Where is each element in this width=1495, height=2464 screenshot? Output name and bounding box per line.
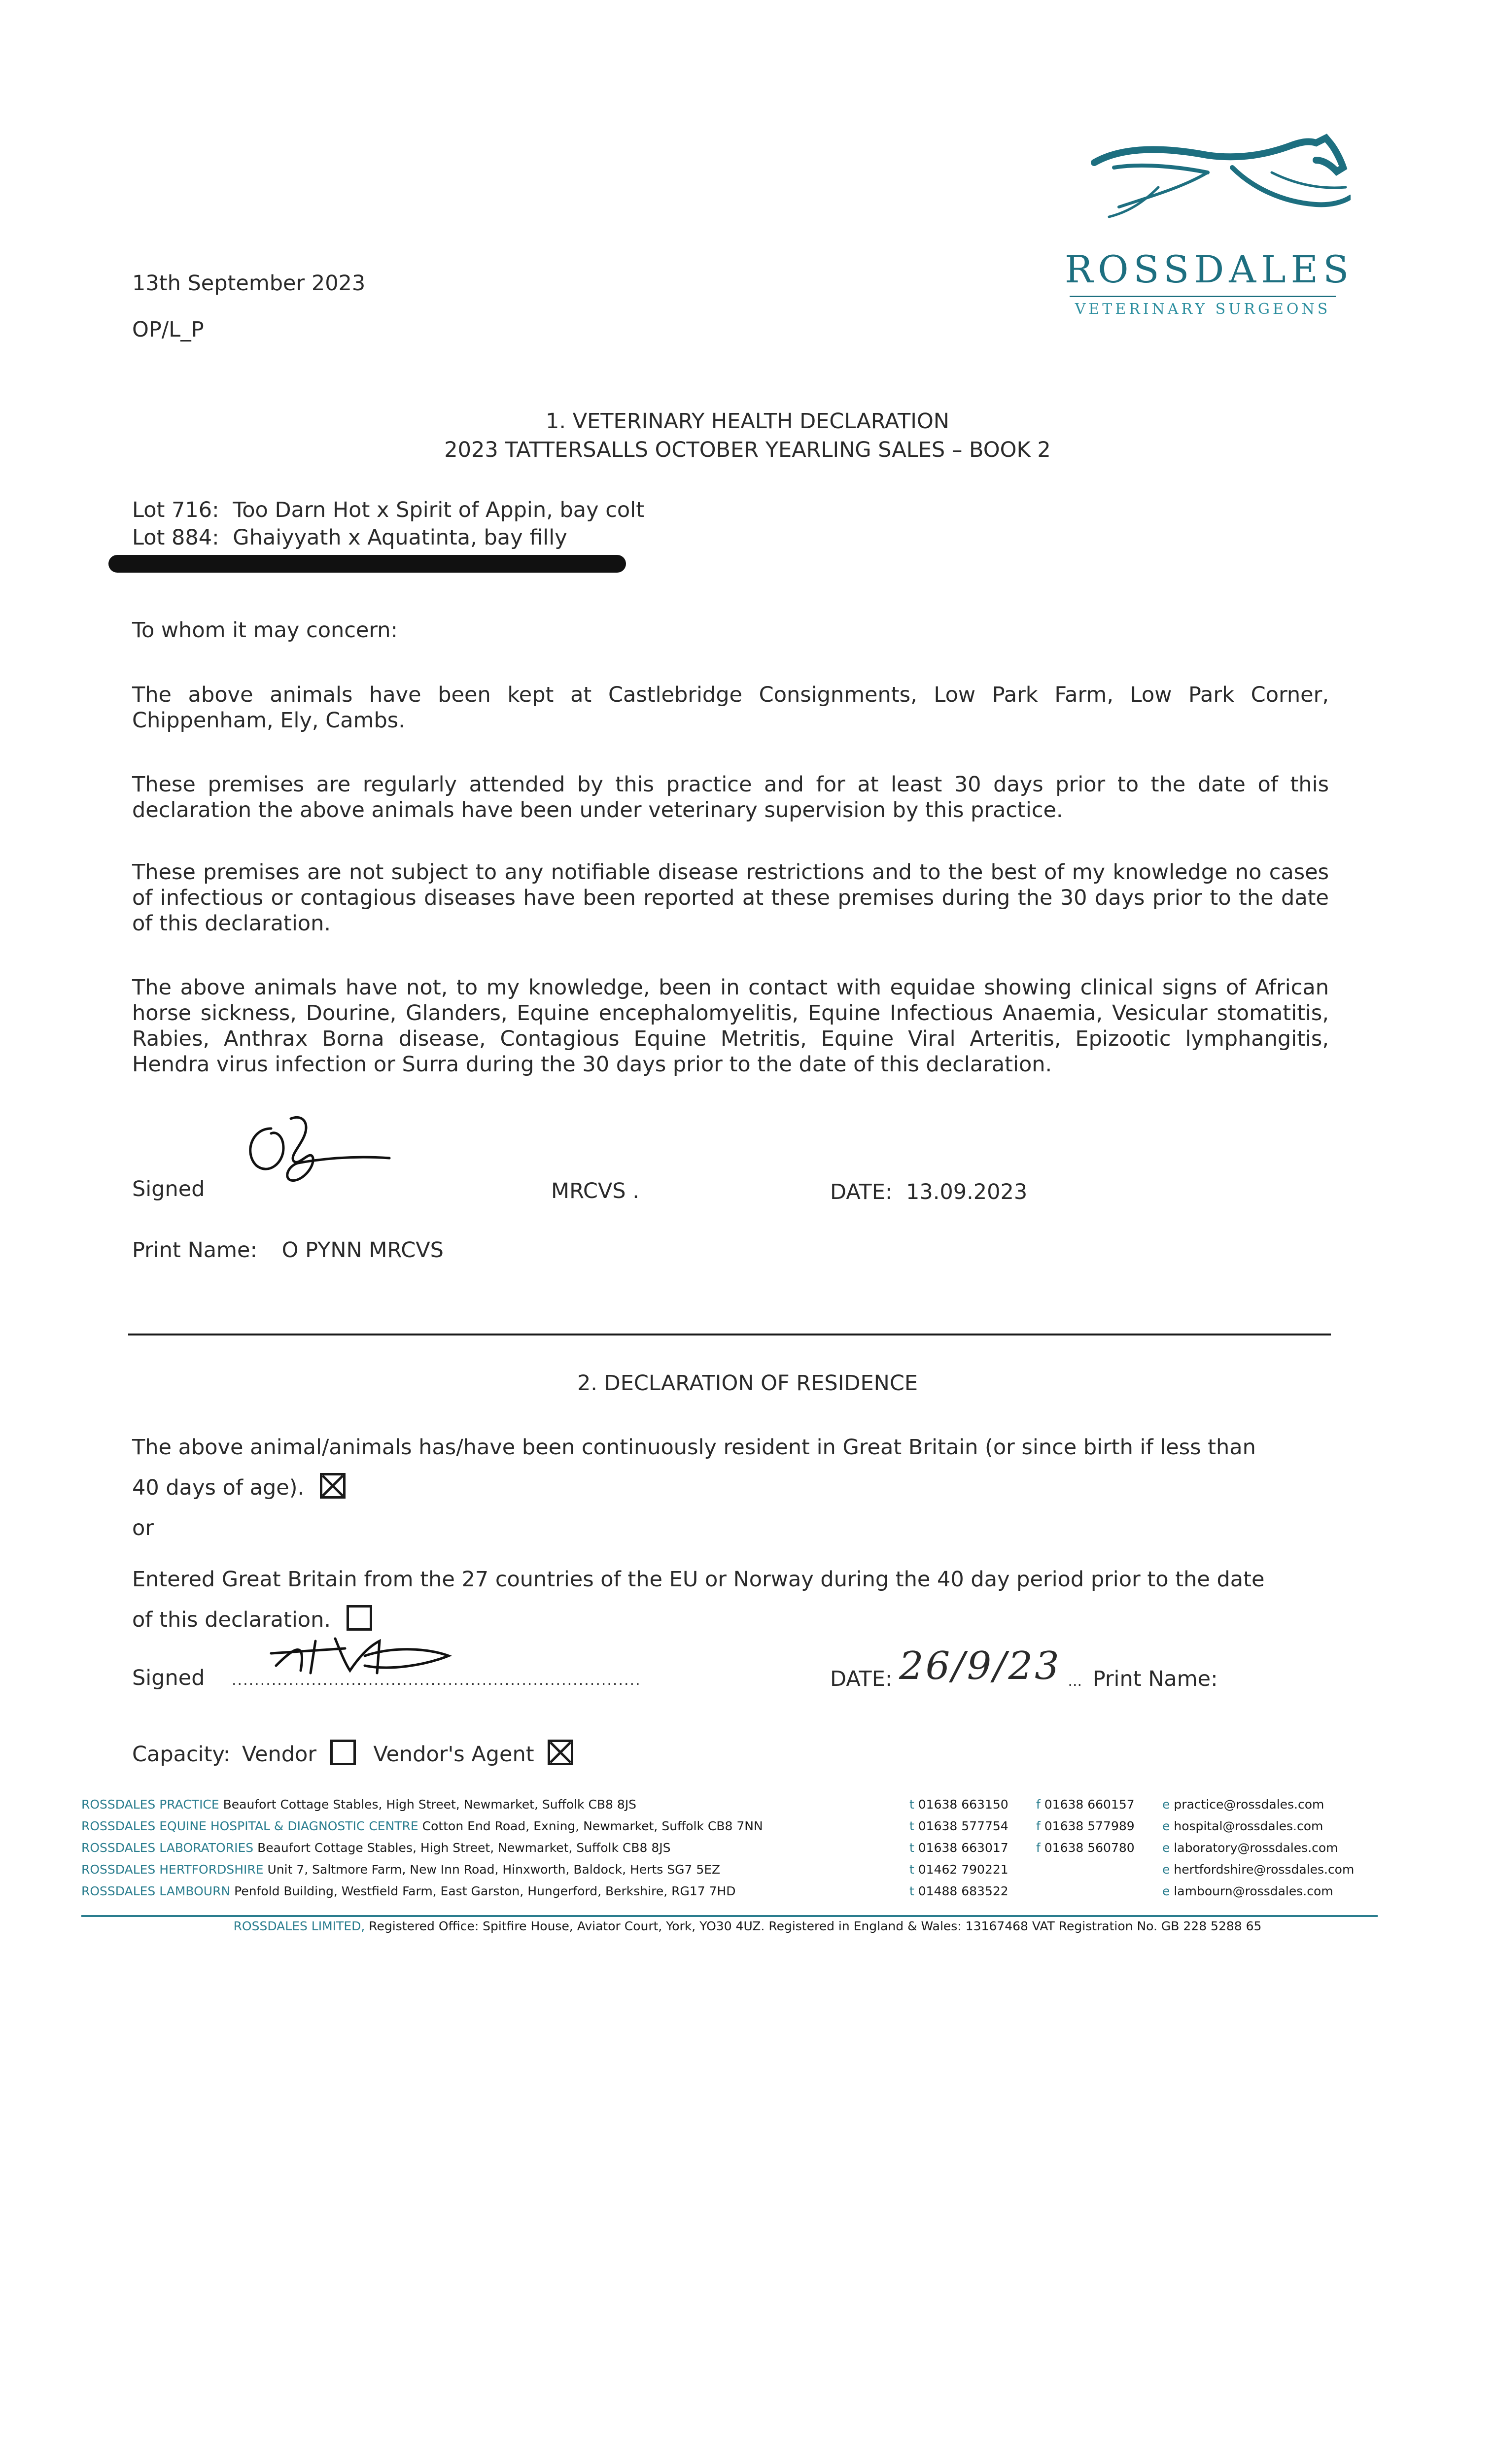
email-link[interactable]: lambourn@rossdales.com — [1174, 1884, 1333, 1898]
email-prefix: e — [1162, 1884, 1170, 1898]
footer-fax — [1036, 1794, 1135, 1815]
footer-label: ROSSDALES LAMBOURN — [81, 1884, 231, 1898]
footer-email — [1162, 1837, 1354, 1859]
email-prefix: e — [1162, 1862, 1170, 1877]
fax-value: 01638 660157 — [1044, 1797, 1135, 1812]
print-name-label: Print Name: — [1092, 1667, 1218, 1691]
signature-dotted-line: ........................................................................ — [232, 1672, 641, 1689]
tel-prefix: t — [909, 1819, 914, 1833]
logo-name: ROSSDALES — [1065, 247, 1354, 291]
footer-row — [81, 1794, 763, 1815]
date-label: DATE: — [830, 1180, 893, 1204]
company-label: ROSSDALES LIMITED, — [233, 1919, 365, 1933]
section2-title: 2. DECLARATION OF RESIDENCE — [577, 1371, 918, 1396]
residence-option-1-text: The above animal/animals has/have been continuously resident in Great Britain (or since birth if less than 40 days of age). — [132, 1435, 1256, 1500]
lot-description: Ghaiyyath x Aquatinta, bay filly — [233, 525, 567, 550]
footer-address: Unit 7, Saltmore Farm, New Inn Road, Hinxworth, Baldock, Herts SG7 5EZ — [267, 1862, 721, 1877]
footer-email — [1162, 1815, 1354, 1837]
email-prefix: e — [1162, 1819, 1170, 1833]
section1-date — [830, 1179, 1027, 1205]
footer-tel — [909, 1815, 1008, 1837]
fax-value: 01638 560780 — [1044, 1841, 1135, 1855]
print-name — [132, 1237, 444, 1264]
paragraph-contact: The above animals have not, to my knowledge, been in contact with equidae showing clinical signs of African horse sickness, Dourine, Glanders, Equine encephalomyelitis, Equine Infectious Anaemia, Vesicular stomatitis, Rabies, Anthrax Borna disease, Contagious Equine Metritis, Equine Viral Arteritis, Epizootic lymphangitis, Hendra virus infection or Surra during the 30 days prior to the date of this declaration. — [132, 975, 1329, 1077]
section2-signed-label: Signed — [132, 1666, 205, 1690]
continuous-residence-checkbox[interactable] — [320, 1473, 346, 1499]
footer-row — [81, 1881, 763, 1902]
email-prefix: e — [1162, 1841, 1170, 1855]
footer-email — [1162, 1794, 1354, 1815]
vendors-agent-label: Vendor's Agent — [373, 1742, 534, 1767]
tel-value: 01488 683522 — [918, 1884, 1008, 1898]
lot-number: Lot 716: — [132, 498, 219, 522]
vendor-label: Vendor — [242, 1742, 317, 1767]
tel-prefix: t — [909, 1862, 914, 1877]
footer-label: ROSSDALES LABORATORIES — [81, 1841, 254, 1855]
email-link[interactable]: hertfordshire@rossdales.com — [1174, 1862, 1355, 1877]
footer-rule — [81, 1915, 1378, 1917]
agent-signature — [266, 1626, 483, 1680]
vendor-checkbox[interactable] — [330, 1740, 356, 1765]
footer-tel — [909, 1794, 1008, 1815]
footer-address: Penfold Building, Westfield Farm, East Garston, Hungerford, Berkshire, RG17 7HD — [234, 1884, 736, 1898]
email-link[interactable]: laboratory@rossdales.com — [1174, 1841, 1338, 1855]
horse-logo-icon — [1084, 133, 1351, 222]
footer-emails — [1162, 1794, 1354, 1902]
capacity-row — [132, 1740, 573, 1768]
section-divider — [128, 1334, 1331, 1335]
footer-label: ROSSDALES HERTFORDSHIRE — [81, 1862, 264, 1877]
email-prefix: e — [1162, 1797, 1170, 1812]
footer-address: Beaufort Cottage Stables, High Street, Newmarket, Suffolk CB8 8JS — [223, 1797, 637, 1812]
email-link[interactable]: hospital@rossdales.com — [1174, 1819, 1323, 1833]
residence-option-2-text: Entered Great Britain from the 27 countries of the EU or Norway during the 40 day period prior to the date of this declaration. — [132, 1567, 1265, 1632]
footer-address: Cotton End Road, Exning, Newmarket, Suffolk CB8 7NN — [422, 1819, 763, 1833]
fax-value: 01638 577989 — [1044, 1819, 1135, 1833]
section1-title: 1. VETERINARY HEALTH DECLARATION — [546, 409, 949, 434]
print-name-value: O PYNN MRCVS — [281, 1238, 444, 1263]
lot-884 — [132, 524, 567, 551]
lot-number: Lot 884: — [132, 525, 219, 550]
footer-email — [1162, 1881, 1354, 1902]
handwritten-date: 26/9/23 — [899, 1644, 1061, 1688]
tel-value: 01638 577754 — [918, 1819, 1008, 1833]
logo-rule — [1070, 296, 1336, 297]
company-text: Registered Office: Spitfire House, Aviator Court, York, YO30 4UZ. Registered in England & Wales: 13167468 VAT Registration No. GB 228 5288 65 — [369, 1919, 1262, 1933]
lot-description: Too Darn Hot x Spirit of Appin, bay colt — [233, 498, 644, 522]
footer-fax — [1036, 1837, 1135, 1859]
fax-prefix: f — [1036, 1841, 1041, 1855]
footer-label: ROSSDALES PRACTICE — [81, 1797, 219, 1812]
print-name-label: Print Name: — [132, 1238, 257, 1263]
lot-716 — [132, 497, 644, 523]
paragraph-premises: The above animals have been kept at Castlebridge Consignments, Low Park Farm, Low Park Corner, Chippenham, Ely, Cambs. — [132, 683, 1329, 733]
tel-prefix: t — [909, 1841, 914, 1855]
section2-date: DATE: 26/9/23 ... Print Name: — [830, 1644, 1218, 1691]
footer-addresses — [81, 1794, 763, 1902]
tel-value: 01638 663150 — [918, 1797, 1008, 1812]
vet-signature — [237, 1109, 394, 1193]
fax-prefix: f — [1036, 1797, 1041, 1812]
signed-label: Signed — [132, 1177, 205, 1201]
footer-fax — [1036, 1815, 1135, 1837]
footer-tel — [909, 1837, 1008, 1859]
footer-label: ROSSDALES EQUINE HOSPITAL & DIAGNOSTIC CENTRE — [81, 1819, 418, 1833]
tel-prefix: t — [909, 1884, 914, 1898]
redaction-mark — [108, 555, 626, 573]
footer-company — [0, 1919, 1495, 1933]
vendors-agent-checkbox[interactable] — [548, 1740, 573, 1765]
email-link[interactable]: practice@rossdales.com — [1174, 1797, 1324, 1812]
rossdales-logo — [1065, 133, 1354, 325]
fax-prefix: f — [1036, 1819, 1041, 1833]
footer-telephones — [909, 1794, 1008, 1902]
paragraph-supervision: These premises are regularly attended by this practice and for at least 30 days prior to the date of this declaration the above animals have been under veterinary supervision by this practice. — [132, 772, 1329, 822]
footer-faxes — [1036, 1794, 1135, 1859]
greeting: To whom it may concern: — [132, 618, 398, 643]
letter-date: 13th September 2023 — [132, 271, 366, 296]
paragraph-restrictions: These premises are not subject to any notifiable disease restrictions and to the best of my knowledge no cases of infectious or contagious diseases have been reported at these premises during the 30 days prior to the date of this declaration. — [132, 860, 1329, 936]
footer-address: Beaufort Cottage Stables, High Street, Newmarket, Suffolk CB8 8JS — [257, 1841, 671, 1855]
footer-row — [81, 1837, 763, 1859]
date-label: DATE: — [830, 1667, 893, 1691]
section1-subtitle: 2023 TATTERSALLS OCTOBER YEARLING SALES – BOOK 2 — [444, 438, 1051, 462]
mrcvs-label: MRCVS . — [551, 1179, 639, 1203]
residence-option-1 — [132, 1427, 1266, 1508]
footer-email — [1162, 1859, 1354, 1881]
footer-tel — [909, 1859, 1008, 1881]
capacity-label: Capacity: — [132, 1742, 231, 1767]
logo-tagline: VETERINARY SURGEONS — [1075, 301, 1331, 318]
tel-value: 01462 790221 — [918, 1862, 1008, 1877]
footer-tel — [909, 1881, 1008, 1902]
letter-reference: OP/L_P — [132, 317, 204, 342]
tel-prefix: t — [909, 1797, 914, 1812]
tel-value: 01638 663017 — [918, 1841, 1008, 1855]
footer-row — [81, 1859, 763, 1881]
date-value: 13.09.2023 — [906, 1180, 1028, 1204]
footer-row — [81, 1815, 763, 1837]
or-label: or — [132, 1516, 154, 1540]
